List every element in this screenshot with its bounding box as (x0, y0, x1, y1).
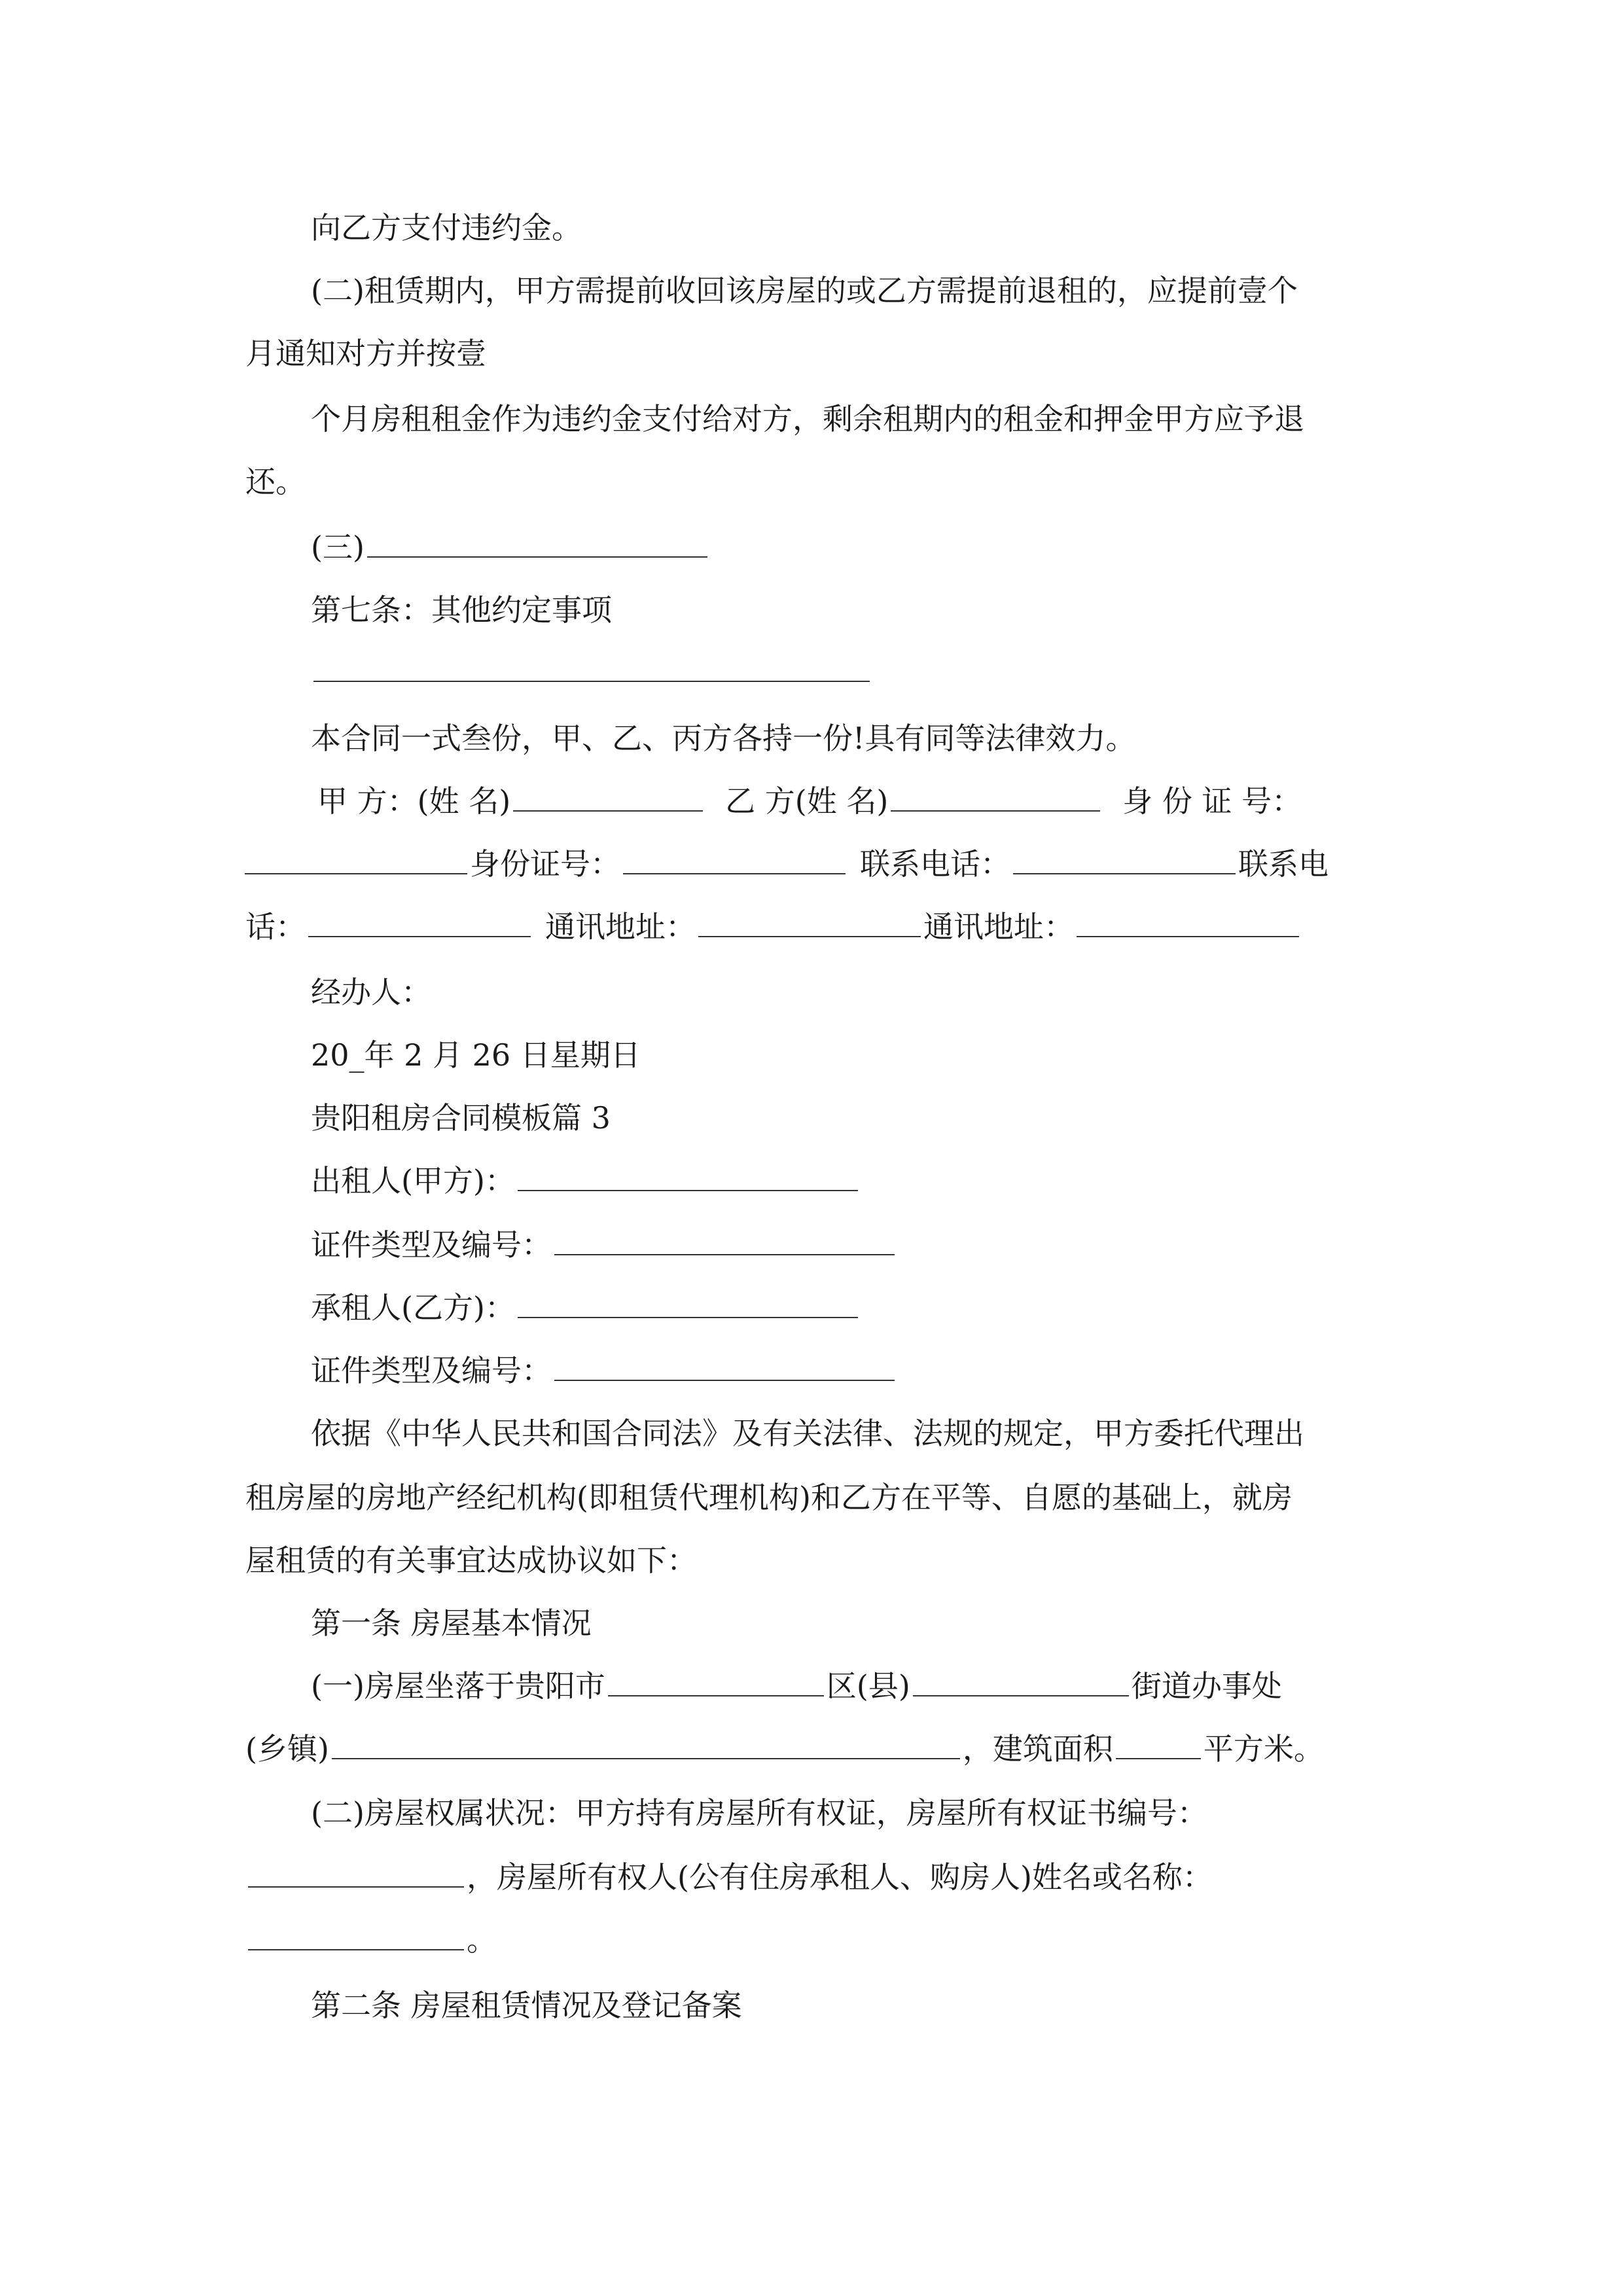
text-line: (二)租赁期内，甲方需提前收回该房屋的或乙方需提前退租的，应提前壹个 (311, 273, 1298, 308)
text-line: 屋租赁的有关事宜达成协议如下： (245, 1543, 697, 1578)
lessee-id-row (311, 1351, 897, 1390)
owner-name-row (245, 1920, 497, 1960)
blank-field (1077, 907, 1299, 937)
text-line: 还。 (245, 464, 306, 499)
district-label: 区(县) (826, 1668, 910, 1704)
phone-label-wrap: 联系电 (1238, 846, 1329, 882)
agent-label: 经办人： (311, 975, 431, 1010)
address-label: 通讯地址： (923, 909, 1074, 944)
area-unit-label: 平方米。 (1203, 1731, 1324, 1767)
article-two-heading: 第二条 房屋租赁情况及登记备案 (311, 1988, 742, 2023)
text-line: 租房屋的房地产经纪机构(即租赁代理机构)和乙方在平等、自愿的基础上，就房 (245, 1480, 1293, 1515)
blank-field (554, 1225, 895, 1255)
phone-label-end: 话： (245, 909, 306, 944)
blank-field (913, 1666, 1129, 1696)
signature-row-2 (242, 844, 1329, 884)
phone-label: 联系电话： (860, 846, 1010, 882)
text-line: 向乙方支付违约金。 (311, 210, 582, 245)
address-label: 通讯地址： (545, 909, 696, 944)
blank-field (608, 1666, 824, 1696)
text-line: 依据《中华人民共和国合同法》及有关法律、法规的规定，甲方委托代理出 (311, 1416, 1304, 1451)
blank-field (518, 1288, 858, 1318)
text-line: (二)房屋权属状况：甲方持有房屋所有权证，房屋所有权证书编号： (311, 1795, 1207, 1831)
party-a-name-label: 甲 方：(姓 名) (317, 783, 511, 819)
blank-field (518, 1161, 858, 1191)
blank-field (332, 1729, 960, 1759)
lessee-id-label: 证件类型及编号： (311, 1353, 552, 1388)
text-line: 本合同一式叁份，甲、乙、丙方各持一份!具有同等法律效力。 (311, 721, 1136, 756)
lessee-label: 承租人(乙方)： (311, 1290, 515, 1325)
section-title: 贵阳租房合同模板篇 3 (311, 1100, 611, 1136)
article-one-heading: 第一条 房屋基本情况 (311, 1605, 592, 1641)
blank-field (1013, 844, 1236, 874)
article-seven-heading: 第七条：其他约定事项 (311, 592, 612, 628)
signature-row-1 (317, 781, 1302, 821)
street-office-label: 街道办事处 (1131, 1668, 1282, 1704)
township-row (245, 1729, 1324, 1768)
blank-field (313, 652, 870, 682)
blank-field (513, 781, 703, 812)
lessor-id-row (311, 1225, 897, 1265)
area-label: ，建筑面积 (962, 1731, 1113, 1767)
lessor-label: 出租人(甲方)： (311, 1163, 515, 1198)
lessor-id-label: 证件类型及编号： (311, 1227, 552, 1263)
date-line: 20_年 2 月 26 日星期日 (311, 1037, 641, 1073)
blank-field (1116, 1729, 1201, 1759)
other-terms-blank (311, 652, 872, 691)
lessor-row (311, 1161, 861, 1200)
owner-row (245, 1857, 1213, 1897)
text-line: 月通知对方并按壹 (245, 336, 486, 371)
lessee-row (311, 1288, 861, 1327)
blank-field (308, 907, 531, 937)
township-label: (乡镇) (245, 1731, 329, 1767)
signature-row-3 (245, 907, 1302, 946)
party-b-name-label: 乙 方(姓 名) (725, 783, 889, 819)
blank-field (623, 844, 846, 874)
period-mark: 。 (467, 1922, 497, 1958)
blank-field (245, 844, 467, 874)
location-row (311, 1666, 1282, 1706)
clause-three-label: (三) (311, 529, 365, 565)
blank-field (248, 1920, 464, 1950)
blank-field (367, 528, 707, 558)
location-label: (一)房屋坐落于贵阳市 (311, 1668, 605, 1704)
blank-field (698, 907, 921, 937)
blank-field (891, 781, 1100, 812)
id-number-label: 身 份 证 号： (1122, 783, 1302, 819)
blank-field (554, 1351, 895, 1381)
clause-three (311, 528, 710, 567)
text-line: 个月房租租金作为违约金支付给对方，剩余租期内的租金和押金甲方应予退 (311, 401, 1304, 437)
blank-field (248, 1857, 464, 1888)
id-number-label: 身份证号： (470, 846, 620, 882)
owner-label: ，房屋所有权人(公有住房承租人、购房人)姓名或名称： (467, 1859, 1213, 1895)
